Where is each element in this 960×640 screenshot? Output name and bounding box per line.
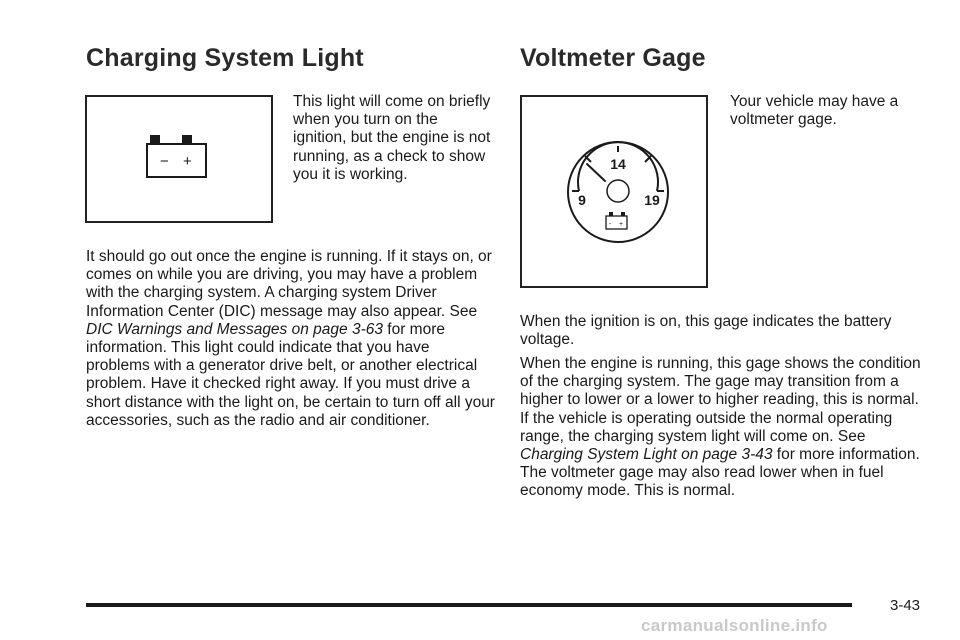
gauge-label-max: 19 (644, 192, 660, 208)
watermark: carmanualsonline.info (641, 616, 828, 635)
gauge-battery-plus: + (619, 221, 624, 228)
battery-body (147, 144, 206, 177)
charging-light-body-end: for more information. This light could indicate that you have problems with a generator drive belt, or another electrical problem. Have it checked right away. If you must drive a short distance with the light on, be certain to turn off all your accessories, such as the radio and air conditioner. (86, 320, 495, 429)
gauge-label-mid: 14 (610, 156, 626, 172)
charging-system-light-figure (85, 95, 273, 223)
battery-plus-sign: + (183, 153, 192, 170)
voltmeter-paragraph-2-end: for more information. The voltmeter gage may also read lower when in fuel economy mode. This is normal. (520, 446, 920, 500)
voltmeter-paragraph-2 (520, 355, 930, 501)
battery-terminal-right (182, 135, 192, 144)
battery-icon (87, 97, 271, 221)
charging-light-reference: Charging System Light on page 3-43 (520, 446, 773, 464)
section-heading-voltmeter-gage: Voltmeter Gage (520, 44, 706, 72)
voltmeter-gage-figure (520, 95, 708, 288)
voltmeter-gauge-icon (522, 97, 706, 286)
page-number: 3-43 (890, 597, 921, 614)
charging-light-body-start: It should go out once the engine is running. If it stays on, or comes on while you are driving, you may have a problem with the charging system. A charging system Driver Information Center (DIC) message may also appear. See (86, 248, 492, 320)
battery-minus-sign: − (160, 153, 169, 170)
gauge-needle (587, 164, 605, 181)
battery-terminal-left (150, 135, 160, 144)
voltmeter-paragraph-2-start: When the engine is running, this gage shows the condition of the charging system. The gage may transition from a higher to lower or a lower to higher reading, this is normal. If the vehicle is operating outside the normal operating range, the charging system light will come on. See (520, 355, 921, 445)
gauge-label-min: 9 (578, 192, 586, 208)
dic-warnings-reference: DIC Warnings and Messages on page 3-63 (86, 320, 383, 338)
voltmeter-paragraph-1: When the ignition is on, this gage indicates the battery voltage. (520, 313, 892, 349)
voltmeter-intro-text: Your vehicle may have a voltmeter gage. (730, 93, 899, 129)
footer-rule (86, 603, 852, 607)
charging-light-intro-text: This light will come on briefly when you turn on the ignition, but the engine is not running, as a check to show you it is working. (293, 93, 491, 183)
charging-light-body-text (86, 248, 496, 430)
gauge-battery-minus: - (609, 221, 612, 228)
gauge-hub (607, 180, 629, 202)
section-heading-charging-system-light: Charging System Light (86, 44, 364, 72)
